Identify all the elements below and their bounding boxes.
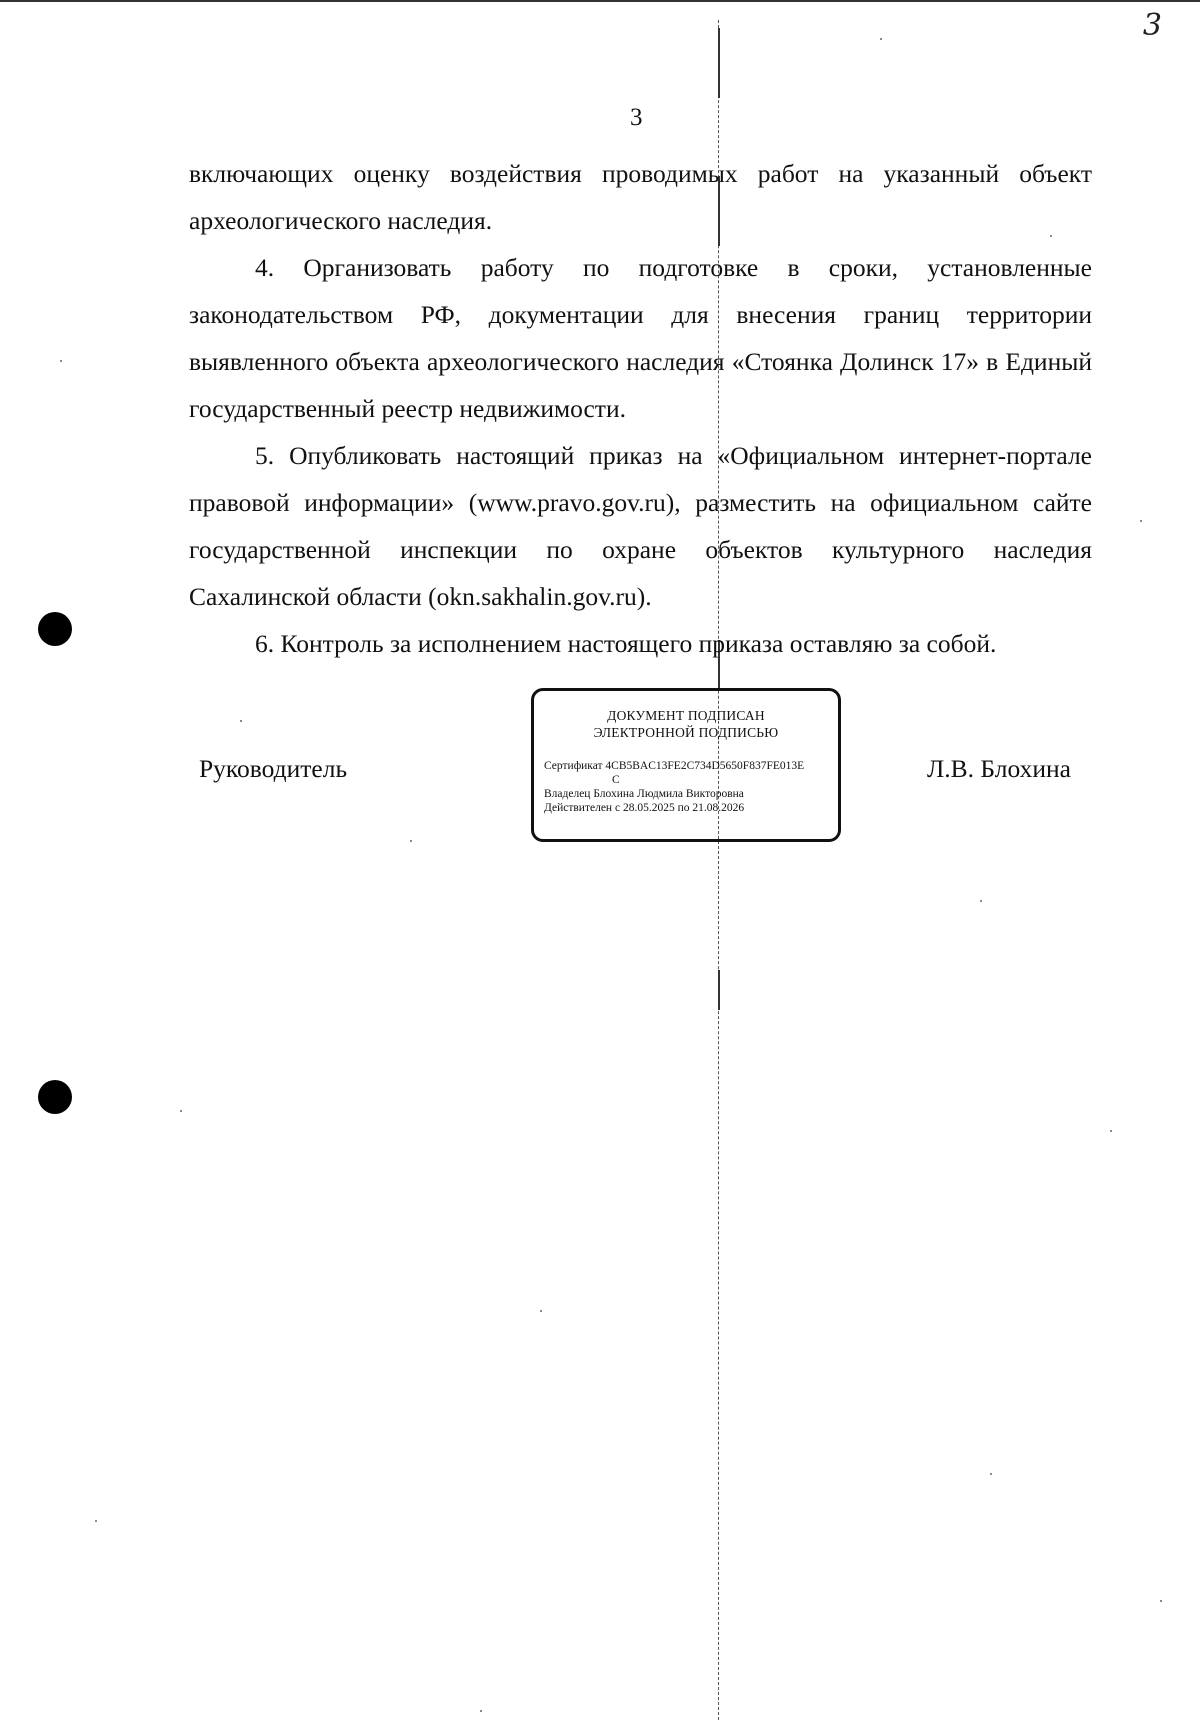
punch-hole bbox=[38, 612, 72, 646]
signer-name: Л.В. Блохина bbox=[927, 754, 1071, 783]
stamp-certificate bbox=[544, 759, 838, 773]
punch-hole bbox=[38, 1080, 72, 1114]
paragraph-continuation: включающих оценку воздействия проводимых работ на указанный объект археологического наследия. bbox=[189, 159, 1092, 235]
handwritten-page-mark: 3 bbox=[1142, 8, 1162, 43]
stamp-details bbox=[544, 759, 838, 815]
paragraph-item-6: 6. Контроль за исполнением настоящего приказа оставляю за собой. bbox=[255, 629, 997, 658]
stamp-title bbox=[534, 707, 838, 741]
signer-role: Руководитель bbox=[199, 754, 348, 783]
page-number: 3 bbox=[630, 104, 643, 131]
scan-top-edge bbox=[0, 0, 1200, 2]
signature-block bbox=[0, 680, 1200, 860]
fold-line-segment bbox=[718, 28, 720, 98]
fold-line-segment bbox=[718, 970, 720, 1010]
stamp-title-line-1: ДОКУМЕНТ ПОДПИСАН bbox=[607, 708, 765, 723]
stamp-title-line-2: ЭЛЕКТРОННОЙ ПОДПИСЬЮ bbox=[593, 725, 779, 740]
stamp-owner: Владелец Блохина Людмила Викторовна bbox=[544, 788, 744, 800]
certificate-value: 4CB5BAC13FE2C734D5650F837FE013E bbox=[605, 760, 805, 772]
certificate-label: Сертификат bbox=[544, 760, 603, 772]
paragraph-item-5: 5. Опубликовать настоящий приказ на «Официальном интернет-портале правовой информации» (www.pravo.gov.ru), разместить на официальном сайте государственной инспекции по охране объектов культурного наследия Сахалинской области (okn.sakhalin.gov.ru). bbox=[189, 441, 1092, 611]
paragraph-item-4: 4. Организовать работу по подготовке в сроки, установленные законодательством РФ, документации для внесения границ территории выявленного объекта археологического наследия «Стоянка Долинск 17» в Единый государственный реестр недвижимости. bbox=[189, 253, 1092, 423]
stamp-validity: Действителен с 28.05.2025 по 21.08.2026 bbox=[544, 802, 745, 814]
certificate-tail: C bbox=[612, 774, 620, 786]
document-body bbox=[189, 150, 1092, 667]
electronic-signature-stamp bbox=[531, 688, 841, 842]
